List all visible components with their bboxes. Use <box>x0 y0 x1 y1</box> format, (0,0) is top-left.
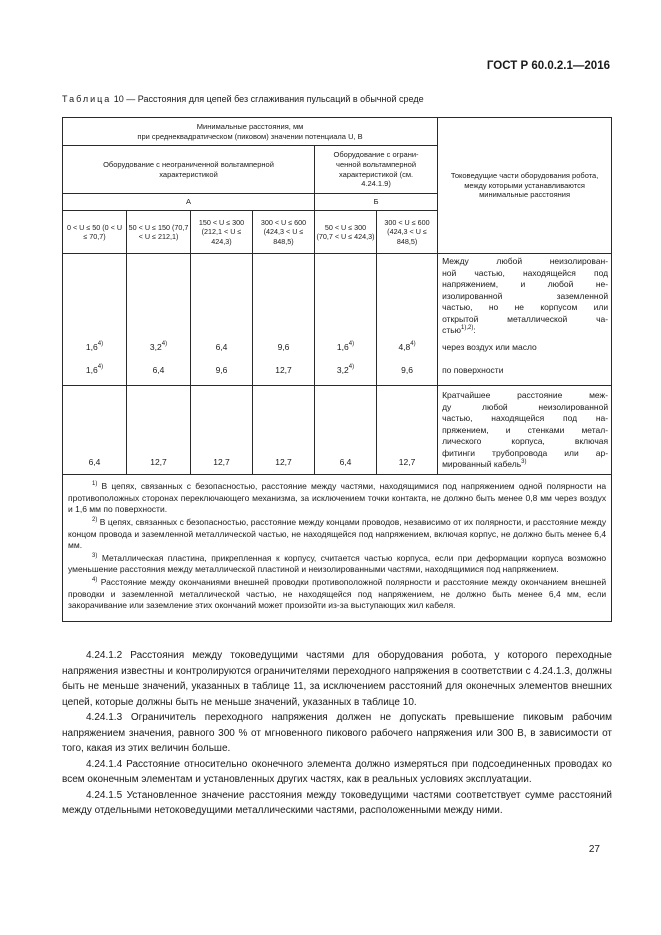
paragraph: 4.24.1.2 Расстояния между токоведущими частями для оборудования робота, у которого переходные напряжения известны и контролируются ограничителями переходного напряжения в соответствии с 4.24.1.3, должны быть не меньше значений, указанных в таблице 11, за исключением расстояний для оконечных элементов внешних цепей, которые должны быть не меньше значений, указанных в таблице 10. <box>62 650 612 708</box>
label-b: Б <box>315 194 438 211</box>
value-cell: 4,8$^{4)}$ 9,6 <box>377 254 438 386</box>
group-a-header: Оборудование с неограниченной вольтамперной характеристикой <box>63 146 315 194</box>
row-description: Кратчайшее расстояние меж- ду любой неизолированной частью, находящейся под на- пряжением, и стенками метал- лического корпуса, включая фитинги трубопровода или ар- мированный кабель$^{3)}$ <box>438 386 612 475</box>
value-cell: 6,4 9,6 <box>191 254 253 386</box>
value-cell: 9,6 12,7 <box>253 254 315 386</box>
standard-code: ГОСТ Р 60.0.2.1—2016 <box>486 60 610 72</box>
header-min-distances: Минимальные расстояния, мм при среднеквадратическом (пиковом) значении потенциала U, В <box>63 118 438 146</box>
caption-text: 10 — Расстояния для цепей без сглаживания пульсаций в обычной среде <box>111 94 424 104</box>
range-cell: 50 < U ≤ 150 (70,7 < U ≤ 212,1) <box>127 211 191 254</box>
footnotes <box>63 475 612 622</box>
paragraph: 4.24.1.4 Расстояние относительно оконечного элемента должно измеряться при подсоединенных проводах ко всем оконечным элементам и установленных других частях, как в реальных условиях эксплуатации. <box>62 758 612 785</box>
sub-label: по поверхности <box>442 365 504 375</box>
group-b-header: Оборудование с ограниченной вольтамперной характеристикой (см. 4.24.1.9) <box>315 146 438 194</box>
table-row <box>63 254 612 386</box>
value-cell: 12,7 <box>191 386 253 475</box>
range-cell: 300 < U ≤ 600 (424,3 < U ≤ 848,5) <box>253 211 315 254</box>
body-text <box>62 648 612 819</box>
footnote: $^{1)}$ В цепях, связанных с безопасностью, расстояние между частями, находящимися под напряжением одной полярности на противоположных сторонах переключающего механизма, за исключением точки контакта, не должно быть менее 0,8 мм через воздух и 1,6 мм по поверхности. <box>68 481 607 515</box>
footnote: $^{2)}$ В цепях, связанных с безопасностью, расстояние между концами проводов, независимо от их полярности, и расстояние между концом провода и заземленной металлической частью, не находящейся под напряжением, включая корпус, не должно быть менее 6,4 мм. <box>68 516 607 551</box>
label-a: А <box>63 194 315 211</box>
footnotes-row <box>63 475 612 622</box>
value-cell: 1,6$^{4)}$ 1,6$^{4)}$ <box>63 254 127 386</box>
table-caption <box>62 94 622 104</box>
paragraph: 4.24.1.5 Установленное значение расстояния между токоведущими частями соответствует сумме расстояний между отдельными нетоковедущими металлическими частями, расположенными между ними. <box>62 789 612 816</box>
footnote: $^{3)}$ Металлическая пластина, прикрепленная к корпусу, считается частью корпуса, если при деформации корпуса возможно уменьшение расстояния между металлической пластиной и неизолированными частями, находящимися под напряжением. <box>68 552 607 575</box>
value-cell: 12,7 <box>253 386 315 475</box>
value-cell: 1,6$^{4)}$ 3,2$^{4)}$ <box>315 254 377 386</box>
caption-label: Таблица <box>62 94 112 104</box>
value-cell: 6,4 <box>63 386 127 475</box>
row-description: Между любой неизолирован- ной частью, находящейся под напряжением, и любой не- изолированной заземленной частью, но не корпусом или открытой металлической ча- стью$^{1),2)}$: через воздух или масло по поверхности <box>438 254 612 386</box>
value-cell: 12,7 <box>127 386 191 475</box>
table-row <box>63 386 612 475</box>
range-cell: 50 < U ≤ 300 (70,7 < U ≤ 424,3) <box>315 211 377 254</box>
page-number: 27 <box>588 844 600 855</box>
paragraph: 4.24.1.3 Ограничитель переходного напряжения должен не допускать превышение пиковым рабочим напряжением значения, равного 300 % от мгновенного пикового рабочего напряжения или 300 В, в зависимости от того, какая из этих величин больше. <box>62 712 612 754</box>
range-cell: 0 < U ≤ 50 (0 < U ≤ 70,7) <box>63 211 127 254</box>
sub-label: через воздух или масло <box>442 342 537 352</box>
footnote: $^{4)}$ Расстояние между окончаниями внешней проводки противоположной полярности и расстояние между окончанием внешней проводки и заземленной металлической частью, не находящейся под напряжением, не должно быть менее 6,4 мм, если закорачивание или заземление этих окончаний может произойти из-за выступающих жил кабеля. <box>68 577 607 611</box>
distances-table <box>62 117 612 622</box>
value-cell: 12,7 <box>377 386 438 475</box>
value-cell: 6,4 <box>315 386 377 475</box>
value-cell: 3,2$^{4)}$ 6,4 <box>127 254 191 386</box>
header-live-parts: Токоведущие части оборудования робота, между которыми устанавливаются минимальные расстояния <box>438 118 612 254</box>
range-cell: 150 < U ≤ 300 (212,1 < U ≤ 424,3) <box>191 211 253 254</box>
range-cell: 300 < U ≤ 600 (424,3 < U ≤ 848,5) <box>377 211 438 254</box>
